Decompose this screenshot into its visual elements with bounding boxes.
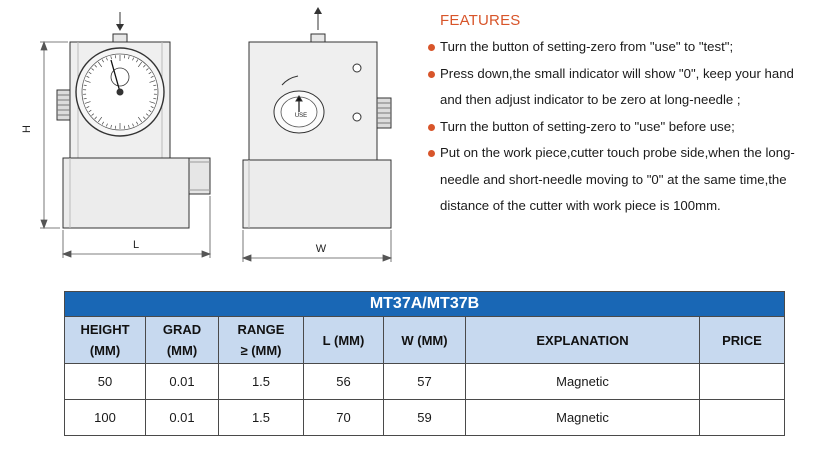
features-list — [428, 34, 828, 220]
feature-item: Press down,the small indicator will show "0", keep your hand — [428, 61, 828, 88]
features-heading: FEATURES — [440, 12, 521, 29]
front-stem — [113, 34, 127, 42]
cell-w: 57 — [384, 364, 466, 400]
cell-range: 1.5 — [219, 364, 304, 400]
cell-grad: 0.01 — [146, 364, 219, 400]
feature-item: Turn the button of setting-zero from "use" to "test"; — [428, 34, 828, 61]
height-label: H — [21, 125, 33, 133]
down-arrow-icon — [116, 24, 124, 31]
front-base — [63, 158, 189, 228]
cell-explanation: Magnetic — [466, 400, 700, 436]
feature-item: Turn the button of setting-zero to "use" before use; — [428, 114, 828, 141]
header-l: L (MM) — [304, 317, 384, 364]
bullet-icon — [428, 44, 435, 51]
front-clamp — [189, 158, 210, 194]
table-row — [65, 400, 785, 436]
bullet-icon — [428, 150, 435, 157]
cell-grad: 0.01 — [146, 400, 219, 436]
header-price: PRICE — [700, 317, 785, 364]
header-w: W (MM) — [384, 317, 466, 364]
header-explanation: EXPLANATION — [466, 317, 700, 364]
cell-price — [700, 400, 785, 436]
table-row — [65, 364, 785, 400]
width-label: W — [315, 243, 327, 255]
cell-l: 56 — [304, 364, 384, 400]
feature-item-continued: needle and short-needle moving to "0" at the same time,the — [440, 171, 787, 187]
technical-drawing — [0, 0, 428, 290]
header-grad: GRAD (MM) — [146, 317, 219, 364]
spec-table — [64, 291, 785, 436]
up-arrow-icon — [314, 7, 322, 14]
cell-explanation: Magnetic — [466, 364, 700, 400]
cell-price — [700, 364, 785, 400]
feature-item-continued: distance of the cutter with work piece is 100mm. — [440, 198, 721, 213]
cell-l: 70 — [304, 400, 384, 436]
cell-height: 100 — [65, 400, 146, 436]
feature-item-continued: and then adjust indicator to be zero at long-needle ; — [440, 92, 741, 107]
features-section — [428, 12, 828, 220]
front-view — [57, 34, 210, 228]
side-view — [243, 34, 391, 228]
length-label: L — [132, 239, 140, 251]
dial-use-text: USE — [294, 113, 308, 119]
table-title: MT37A/MT37B — [65, 292, 785, 317]
cell-range: 1.5 — [219, 400, 304, 436]
side-base — [243, 160, 391, 228]
header-height: HEIGHT (MM) — [65, 317, 146, 364]
cell-w: 59 — [384, 400, 466, 436]
cell-height: 50 — [65, 364, 146, 400]
bullet-icon — [428, 124, 435, 131]
bullet-icon — [428, 71, 435, 78]
header-range: RANGE ≥ (MM) — [219, 317, 304, 364]
feature-item: Put on the work piece,cutter touch probe side,when the long- — [428, 140, 828, 167]
